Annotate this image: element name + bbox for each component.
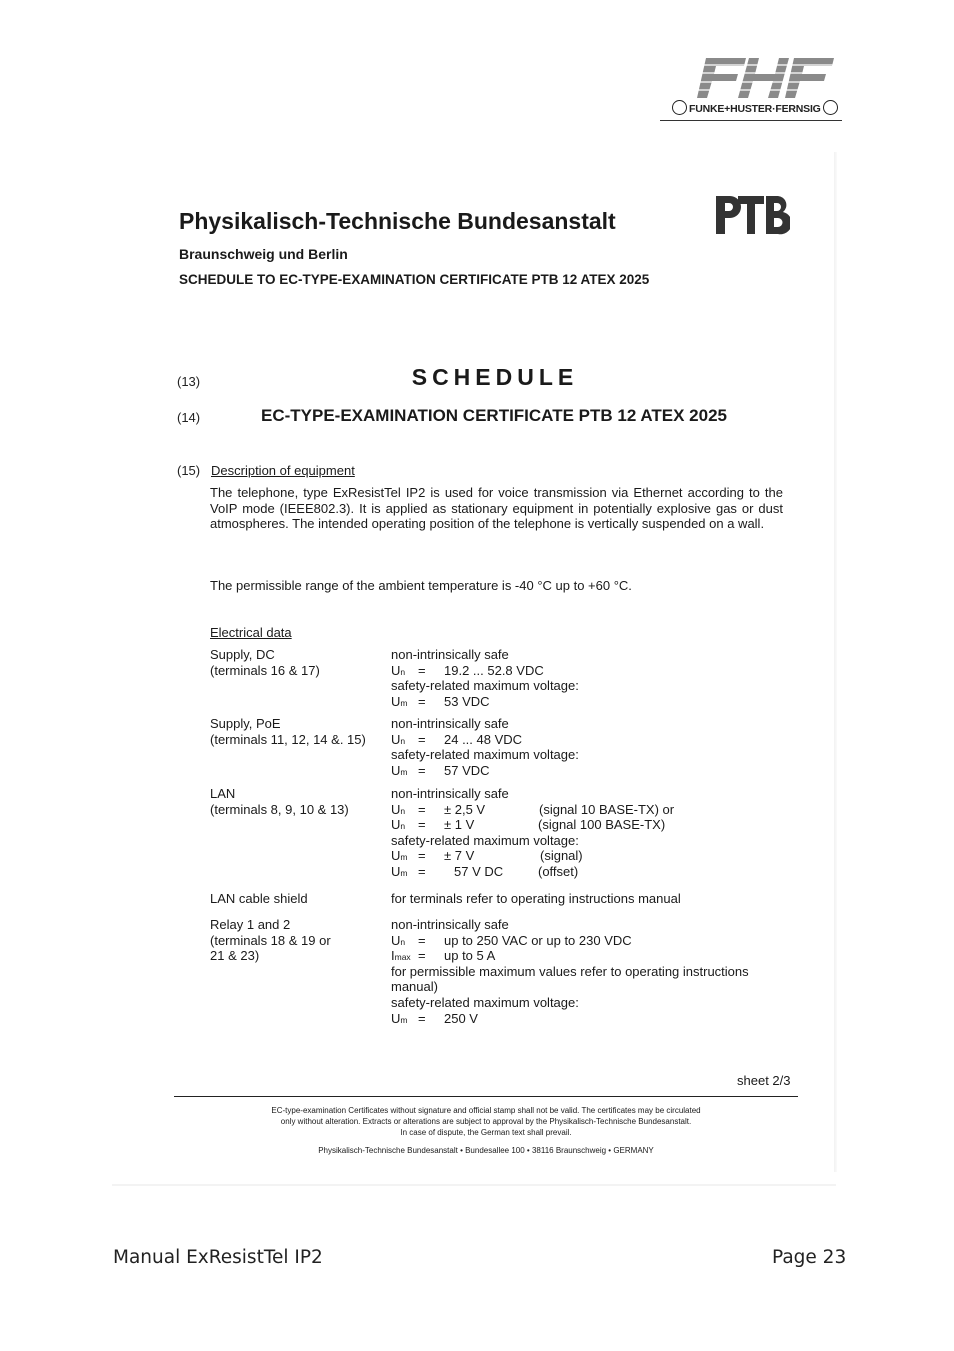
seal-icon [823, 100, 838, 115]
description-text: The telephone, type ExResistTel IP2 is used for voice transmission via Ethernet according to the VoIP mode (IEEE802.3). It is applied as stationary equipment in potentially explosive gas or dust atmospheres. The intended operating position of the telephone is vertically suspended on a wall. [210, 485, 783, 532]
institute-location: Braunschweig und Berlin [179, 246, 348, 262]
fhf-letters-graphic [686, 56, 836, 100]
lan-shield-value: for terminals refer to operating instructions manual [391, 891, 681, 906]
supply-dc-label: Supply, DC (terminals 16 & 17) [210, 647, 320, 678]
item-number-15: (15) [177, 463, 201, 478]
scan-edge [834, 152, 837, 1172]
ptb-logo [714, 194, 790, 236]
seal-icon [672, 100, 687, 115]
item-number-13: (13) [177, 374, 201, 389]
description-heading: Description of equipment [211, 463, 355, 478]
supply-poe-label: Supply, PoE (terminals 11, 12, 14 &. 15) [210, 716, 366, 747]
sheet-number: sheet 2/3 [737, 1073, 791, 1088]
relay-values: non-intrinsically safe Un = up to 250 VAC or up to 230 VDC Imax = up to 5 A for permissible maximum values refer to operating instructions manual) safety-related maximum voltage: Um = 250 V [391, 917, 749, 1026]
lan-label: LAN (terminals 8, 9, 10 & 13) [210, 786, 349, 817]
lan-shield-label: LAN cable shield [210, 891, 308, 906]
institute-address: Physikalisch-Technische Bundesanstalt • Bundesallee 100 • 38116 Braunschweig • GERMANY [318, 1146, 654, 1155]
temperature-text: The permissible range of the ambient temperature is -40 °C up to +60 °C. [210, 578, 632, 593]
relay-label: Relay 1 and 2 (terminals 18 & 19 or 21 & 23) [210, 917, 331, 964]
fhf-wordmark: FUNKE+HUSTER·FERNSIG [670, 100, 840, 115]
fhf-logo [660, 56, 842, 122]
validity-note: EC-type-examination Certificates without signature and official stamp shall not be valid. The certificates may be circulated only without alteration. Extracts or alterations are subject to approval by the Physikalisch-Technische Bundesanstalt. In case of dispute, the German text shall prevail. [271, 1106, 701, 1137]
electrical-data-heading: Electrical data [210, 625, 292, 640]
supply-dc-values: non-intrinsically safe Un = 19.2 ... 52.8 VDC safety-related maximum voltage: Um = 53 VDC [391, 647, 579, 709]
scan-edge [112, 1184, 836, 1186]
supply-poe-values: non-intrinsically safe Un = 24 ... 48 VDC safety-related maximum voltage: Um = 57 VDC [391, 716, 579, 778]
page-number: Page 23 [772, 1247, 847, 1268]
schedule-title: SCHEDULE [411, 364, 579, 390]
item-number-14: (14) [177, 410, 201, 425]
institute-name: Physikalisch-Technische Bundesanstalt [179, 208, 616, 234]
lan-values: non-intrinsically safe Un = ± 2,5 V (signal 10 BASE-TX) or Un = ± 1 V (signal 100 BASE-TX) safety-related maximum voltage: Um = ± 7 V (signal) Um = 57 V DC (offset) [391, 786, 675, 879]
manual-title: Manual ExResistTel IP2 [113, 1247, 323, 1268]
schedule-to-heading: SCHEDULE TO EC-TYPE-EXAMINATION CERTIFICATE PTB 12 ATEX 2025 [179, 272, 650, 287]
certificate-title: EC-TYPE-EXAMINATION CERTIFICATE PTB 12 ATEX 2025 [261, 406, 727, 425]
footer-divider [174, 1096, 798, 1097]
